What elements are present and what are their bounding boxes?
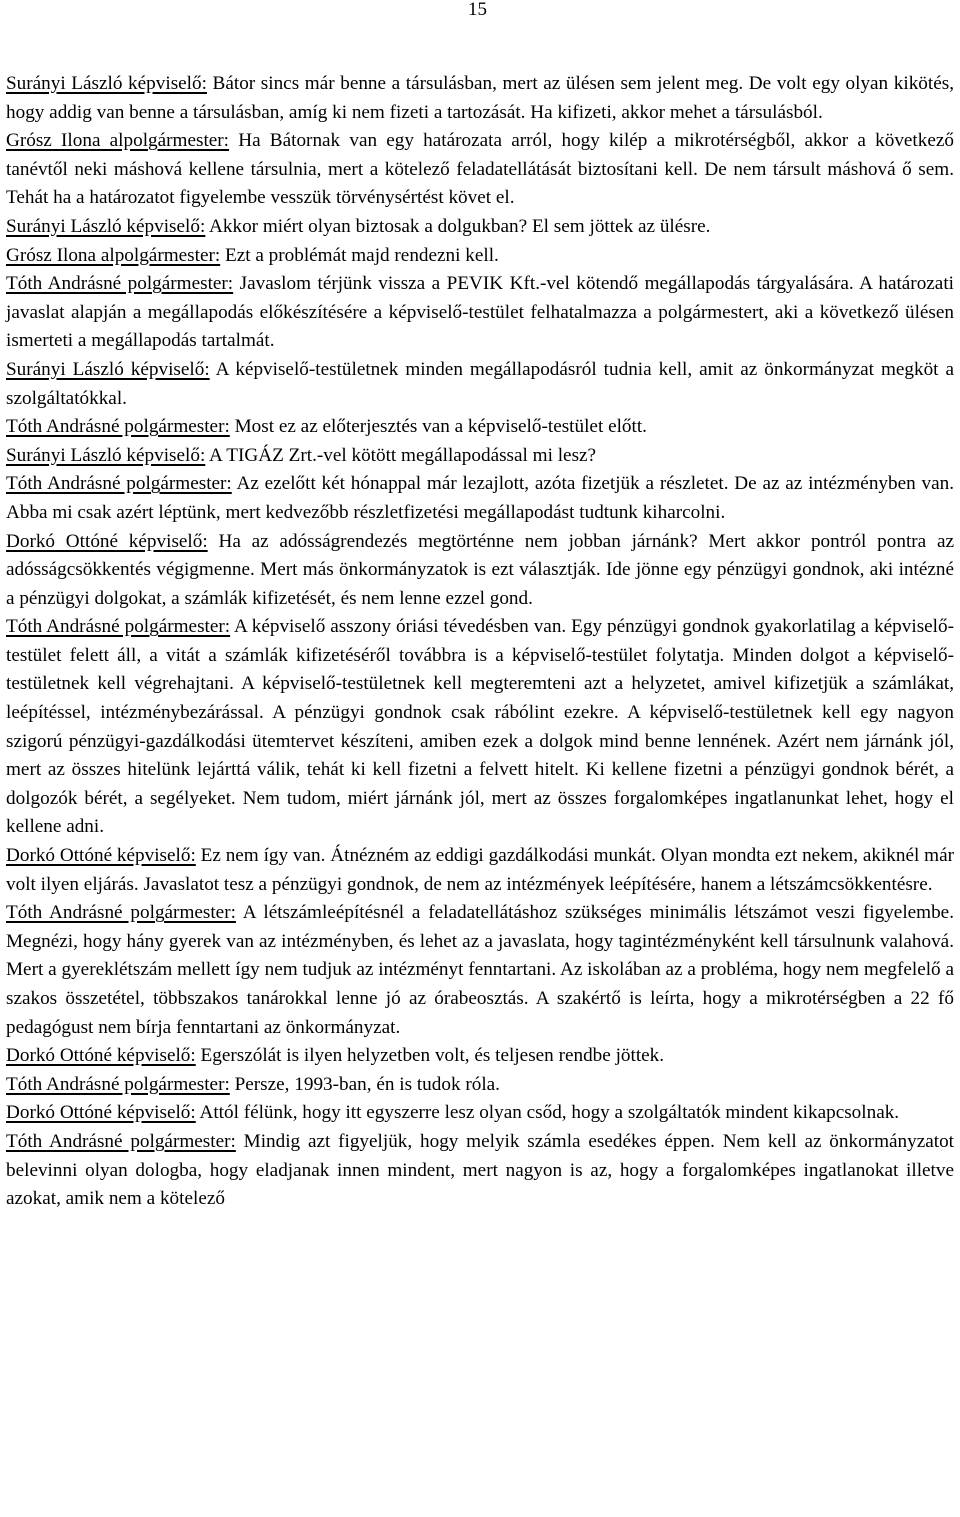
paragraph xyxy=(6,213,954,242)
speaker-name: Tóth Andrásné polgármester: xyxy=(6,902,236,924)
speaker-name: Surányi László képviselő: xyxy=(6,358,210,380)
paragraph xyxy=(6,1071,954,1100)
paragraph-text: Ezt a problémát majd rendezni kell. xyxy=(220,244,499,266)
speaker-name: Tóth Andrásné polgármester: xyxy=(6,416,230,438)
speaker-name: Grósz Ilona alpolgármester: xyxy=(6,244,221,266)
paragraph xyxy=(6,842,954,899)
paragraph-text: Mindig azt figyeljük, hogy melyik számla esedékes éppen. Nem kell az önkormányzatot belevinni olyan dologba, hogy eladjanak innen mindent, mert nagyon is az, hogy a forgalomképes ingatlanokat illetve azokat, amik nem a kötelező xyxy=(6,1130,954,1210)
paragraph-text: A képviselő-testületnek minden megállapodásról tudnia kell, amit az önkormányzat megköt a szolgáltatókkal. xyxy=(6,358,955,409)
document-body xyxy=(6,70,954,1214)
speaker-name: Grósz Ilona alpolgármester: xyxy=(6,130,230,152)
paragraph-text: Egerszólát is ilyen helyzetben volt, és teljesen rendbe jöttek. xyxy=(195,1045,665,1067)
paragraph-text: Javaslom térjünk vissza a PEVIK Kft.-vel kötendő megállapodás tárgyalására. A határozati javaslat alapján a megállapodás előkészítésére a képviselő-testület felhatalmazza a polgármestert, aki a következő ülésen ismerteti a megállapodás tartalmát. xyxy=(6,273,954,352)
paragraph-text: A TIGÁZ Zrt.-vel kötött megállapodással mi lesz? xyxy=(205,444,597,466)
speaker-name: Surányi László képviselő: xyxy=(6,73,207,94)
speaker-name: Tóth Andrásné polgármester: xyxy=(6,473,232,495)
paragraph xyxy=(6,528,954,614)
paragraph-text: A létszámleépítésnél a feladatellátáshoz szükséges minimális létszámot veszi figyelembe. Megnézi, hogy hány gyerek van az intézményben, és lehet az a javaslata, hogy tagintézményként kell társulnunk valahová. Mert a gyereklétszám mellett így nem tudjuk az intézményt fenntartani. Az iskolában az a probléma, hogy nem megfelelő a szakos összetétel, többszakos tanárokkal lenne jó az órabeosztás. A szakértő is leírta, hogy a mikrotérségben a 22 fő pedagógust nem bírja fenntartani az önkormányzat. xyxy=(6,902,954,1038)
speaker-name: Tóth Andrásné polgármester: xyxy=(6,1073,230,1095)
speaker-name: Dorkó Ottóné képviselő: xyxy=(6,530,208,552)
paragraph xyxy=(6,127,954,213)
paragraph-text: Akkor miért olyan biztosak a dolgukban? El sem jöttek az ülésre. xyxy=(205,215,711,237)
paragraph-text: Attól félünk, hogy itt egyszerre lesz olyan csőd, hogy a szolgáltatók mindent kikapcsolnak. xyxy=(195,1102,900,1124)
paragraph-text: Persze, 1993-ban, én is tudok róla. xyxy=(229,1073,500,1095)
speaker-name: Dorkó Ottóné képviselő: xyxy=(6,845,196,867)
speaker-name: Surányi László képviselő: xyxy=(6,444,206,466)
paragraph xyxy=(6,442,954,471)
speaker-name: Surányi László képviselő: xyxy=(6,215,206,237)
paragraph xyxy=(6,356,954,413)
paragraph-text: Ha Bátornak van egy határozata arról, hogy kilép a mikrotérségből, akkor a következő tanévtől neki máshová kellene társulnia, mert a kötelező feladatellátását biztosítani kell. De nem társult máshová ő sem. Tehát ha a határozatot figyelembe vesszük törvénysértést követ el. xyxy=(6,130,954,209)
paragraph-text: Az ezelőtt két hónappal már lezajlott, azóta fizetjük a részletet. De az az intézményben van. Abba mi csak azért léptünk, mert kedvezőbb részletfizetési megállapodást tudtunk kiharcolni. xyxy=(6,473,954,523)
paragraph xyxy=(6,899,954,1042)
paragraph xyxy=(6,470,954,527)
speaker-name: Tóth Andrásné polgármester: xyxy=(6,1130,236,1152)
speaker-name: Tóth Andrásné polgármester: xyxy=(6,616,231,638)
paragraph xyxy=(6,613,954,842)
speaker-name: Dorkó Ottóné képviselő: xyxy=(6,1102,196,1124)
page-number: 15 xyxy=(468,0,487,20)
paragraph xyxy=(6,270,954,356)
speaker-name: Dorkó Ottóné képviselő: xyxy=(6,1045,196,1067)
paragraph-text: A képviselő asszony óriási tévedésben van. Egy pénzügyi gondnok gyakorlatilag a képviselő-testület felett áll, a vitát a számlák kifizetéséről továbbra is a képviselő-testület folytatja. Minden dolgot a képviselő-testületnek kell végrehajtani. A képviselő-testületnek kell megteremteni azt a helyzetet, amivel kifizetjük a számlákat, leépítéssel, intézménybezárással. A pénzügyi gondnok csak rábólint ezekre. A képviselő-testületnek kell egy nagyon szigorú pénzügyi-gazdálkodási ütemtervet készíteni, amiben ezek a dolgok mind benne lennének. Azért nem járnánk jól, mert az összes hitelünk lejárttá válik, tehát ki kell fizetni a felvett hitelt. Ki kellene fizetni a pénzügyi gondnok bérét, a dolgozók bérét, a segélyeket. Nem tudom, miért járnánk jól, mert az összes forgalomképes ingatlanunkat lehet, hogy el kellene adni. xyxy=(6,616,954,838)
paragraph-text: Ez nem így van. Átnézném az eddigi gazdálkodási munkát. Olyan mondta ezt nekem, akiknél már volt ilyen eljárás. Javaslatot tesz a pénzügyi gondnok, de nem az intézmények leépítésére, hanem a létszámcsökkentésre. xyxy=(6,845,955,895)
paragraph xyxy=(6,413,954,442)
paragraph-text: Ha az adósságrendezés megtörténne nem jobban járnánk? Mert akkor pontról pontra az adósságcsökkentés végigmenne. Mert más önkormányzatok is ezt választják. Ide jönne egy pénzügyi gondnok, aki intézné a pénzügyi dolgokat, a számlák kifizetését, és nem lenne ezzel gond. xyxy=(6,530,954,609)
paragraph xyxy=(6,1099,954,1128)
speaker-name: Tóth Andrásné polgármester: xyxy=(6,273,234,295)
paragraph xyxy=(6,242,954,271)
paragraph-text: Most ez az előterjesztés van a képviselő-testület előtt. xyxy=(229,416,647,438)
paragraph xyxy=(6,70,954,127)
paragraph-text: Bátor sincs már benne a társulásban, mert az ülésen sem jelent meg. De volt egy olyan kikötés, hogy addig van benne a társulásban, amíg ki nem fizeti a tartozását. Ha kifizeti, akkor mehet a társulásból. xyxy=(6,73,954,123)
paragraph xyxy=(6,1128,954,1214)
paragraph xyxy=(6,1042,954,1071)
